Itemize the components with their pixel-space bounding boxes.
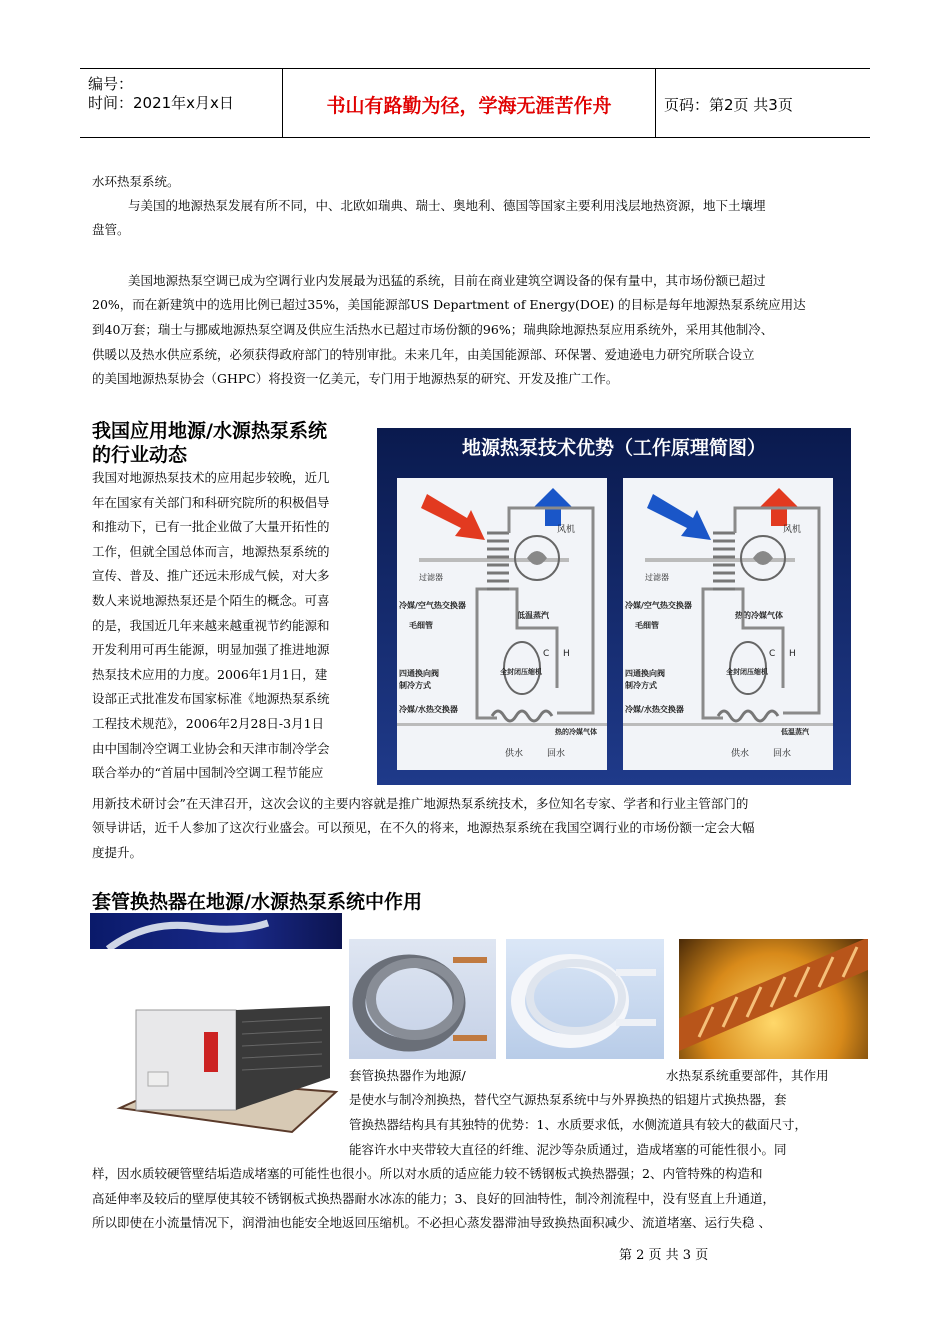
supply-label: 供水 xyxy=(731,749,750,759)
cooling-mode-panel xyxy=(397,478,607,770)
copper-fitting xyxy=(453,1035,487,1041)
paragraph-line: 度提升。 xyxy=(92,845,143,860)
paragraph-line: 20%，而在新建筑中的选用比例已超过35%，美国能源部US Department of Energy(DOE) 的目标是每年地源热泵系统应用达 xyxy=(92,297,806,312)
document-time-label: 时间：2021年x月x日 xyxy=(88,94,234,112)
coaxial-coil-gray-svg xyxy=(349,939,496,1059)
twisted-tube-photo xyxy=(679,939,868,1059)
page-header xyxy=(80,68,870,138)
vapor-label: 低温蒸汽 xyxy=(781,728,809,736)
column-line: 的是，我国近几年来越来越重视节约能源和 xyxy=(92,617,330,633)
column-line: 数人来说地源热泵还是个陌生的概念。可喜 xyxy=(92,593,330,608)
capillary-label: 毛细管 xyxy=(409,621,433,630)
section-heading: 的行业动态 xyxy=(92,444,188,466)
capillary-label: 毛细管 xyxy=(635,621,659,630)
tube-end xyxy=(616,1019,656,1026)
unit-red-label xyxy=(204,1032,218,1072)
column-line: 年在国家有关部门和科研究院所的积极倡导 xyxy=(92,494,330,510)
paragraph-line: 套管换热器作为地源/ xyxy=(349,1068,466,1083)
fan-coil-unit-photo xyxy=(112,992,340,1142)
compressor-label: 全封闭压缩机 xyxy=(726,668,768,676)
valve-c-label: C xyxy=(769,649,776,659)
valve-mode-label: 制冷方式 xyxy=(399,681,431,690)
valve-h-label: H xyxy=(789,649,796,659)
tube-end xyxy=(616,969,656,976)
column-line: 设部正式批准发布国家标准《地源热泵系统 xyxy=(92,691,330,707)
paragraph-line: 到40万套；瑞士与挪威地源热泵空调及供应生活热水已超过市场份额的96%；瑞典除地源热泵应用系统外，采用其他制冷、 xyxy=(92,322,774,337)
compressor-label: 全封闭压缩机 xyxy=(500,668,542,676)
vapor-label: 低温蒸汽 xyxy=(517,611,549,620)
cabinet-base xyxy=(397,723,607,726)
heat-pump-diagram-svg xyxy=(377,428,851,785)
tube-shape xyxy=(108,923,268,949)
column-line: 我国对地源热泵技术的应用起步较晚，近几 xyxy=(92,470,330,485)
paragraph-line: 领导讲话，近千人参加了这次行业盛会。可以预见，在不久的将来，地源热泵系统在我国空调行业的市场份额一定会大幅 xyxy=(92,820,755,835)
column-line: 联合举办的“首届中国制冷空调工程节能应 xyxy=(92,765,324,781)
cabinet-base xyxy=(623,723,833,726)
paragraph-line: 管换热器结构具有其独特的优势：1、水质要求低，水侧流道具有较大的截面尺寸， xyxy=(349,1117,807,1132)
copper-fitting xyxy=(453,957,487,963)
tube-photo-banner-svg xyxy=(90,913,342,949)
valve-label: 四通换向阀 xyxy=(625,669,665,678)
paragraph-line: 是使水与制冷剂换热，替代空气源热泵系统中与外界换热的铝翅片式换热器，套 xyxy=(349,1092,787,1107)
section-heading: 套管换热器在地源/水源热泵系统中作用 xyxy=(92,891,422,913)
column-line: 工作，但就全国总体而言，地源热泵系统的 xyxy=(92,543,330,559)
coaxial-coil-white-photo xyxy=(506,939,664,1059)
twisted-tube-svg xyxy=(679,939,868,1059)
heating-mode-panel xyxy=(623,478,833,770)
diagram-title: 地源热泵技术优势（工作原理简图） xyxy=(461,437,767,459)
paragraph-line: 高延伸率及较后的壁厚使其较不锈钢板式换热器耐水冰冻的能力；3、良好的回油特性，制冷剂流程中，没有竖直上升通道， xyxy=(92,1191,775,1206)
water-hx-label: 冷媒/水热交换器 xyxy=(399,705,458,714)
column-line: 热泵技术应用的力度。2006年1月1日，建 xyxy=(92,666,328,682)
valve-mode-label: 制冷方式 xyxy=(625,681,657,690)
coaxial-coil-gray-photo xyxy=(349,939,496,1059)
return-label: 回水 xyxy=(773,749,792,759)
paragraph-line: 所以即使在小流量情况下，润滑油也能安全地返回压缩机。不必担心蒸发器滞油导致换热面积减少、流道堵塞、运行失稳 、 xyxy=(92,1215,771,1230)
return-label: 回水 xyxy=(547,749,566,759)
paragraph-line: 美国地源热泵空调已成为空调行业内发展最为迅猛的系统，目前在商业建筑空调设备的保有量中，其市场份额已超过 xyxy=(128,273,766,288)
fan-label: 风机 xyxy=(783,525,802,535)
paragraph-line: 水环热泵系统。 xyxy=(92,174,180,189)
coaxial-coil-white-svg xyxy=(506,939,664,1059)
heat-pump-diagram xyxy=(377,428,851,785)
valve-h-label: H xyxy=(563,649,570,659)
paragraph-line: 的美国地源热泵协会（GHPC）将投资一亿美元，专门用于地源热泵的研究、开发及推广工作。 xyxy=(92,371,619,386)
valve-label: 四通换向阀 xyxy=(399,669,439,678)
paragraph-line: 样，因水质较硬管壁结垢造成堵塞的可能性也很小。所以对水质的适应能力较不锈钢板式换热器强；2、内管特殊的构造和 xyxy=(92,1166,763,1181)
coil-label: 冷媒/空气热交换器 xyxy=(625,601,692,610)
header-motto-cell xyxy=(283,69,656,137)
page-footer: 第 2 页 共 3 页 xyxy=(619,1248,709,1263)
paragraph-line: 能容许水中夹带较大直径的纤维、泥沙等杂质通过，造成堵塞的可能性很小。同 xyxy=(349,1142,787,1157)
tube-photo-banner xyxy=(90,913,342,949)
paragraph-line: 用新技术研讨会”在天津召开，这次会议的主要内容就是推广地源热泵系统技术，多位知名专家、学者和行业主管部门的 xyxy=(92,796,749,811)
coil-ring xyxy=(371,963,459,1035)
column-line: 开发利用可再生能源，明显加强了推进地源 xyxy=(92,642,330,658)
unit-front-panel xyxy=(136,1010,236,1110)
header-page-cell xyxy=(656,69,870,137)
fan-coil-unit-svg xyxy=(112,992,340,1142)
hot-gas-label: 热的冷媒气体 xyxy=(555,728,597,736)
section-heading: 我国应用地源/水源热泵系统 xyxy=(92,420,327,442)
paragraph-line: 水热泵系统重要部件，其作用 xyxy=(666,1068,829,1083)
filter-label: 过滤器 xyxy=(419,573,443,582)
paragraph-line: 与美国的地源热泵发展有所不同，中、北欧如瑞典、瑞士、奥地利、德国等国家主要利用浅层地热资源，地下土壤埋 xyxy=(128,198,766,213)
tube-body xyxy=(679,949,868,1039)
hot-gas-label: 热的冷媒气体 xyxy=(735,611,783,620)
water-hx-label: 冷媒/水热交换器 xyxy=(625,705,684,714)
header-meta-cell xyxy=(80,69,283,137)
filter-label: 过滤器 xyxy=(645,573,669,582)
paragraph-line: 供暖以及热水供应系统，必须获得政府部门的特別审批。未来几年，由美国能源部、环保署、爱迪逊电力研究所联合设立 xyxy=(92,347,755,362)
valve-c-label: C xyxy=(543,649,550,659)
column-line: 由中国制冷空调工业协会和天津市制冷学会 xyxy=(92,740,330,756)
column-line: 工程技术规范》，2006年2月28日-3月1日 xyxy=(92,716,325,731)
unit-sticker xyxy=(148,1072,168,1086)
fan-label: 风机 xyxy=(557,525,576,535)
column-line: 宣传、普及、推广还远未形成气候，对大多 xyxy=(92,568,330,584)
column-line: 和推动下，已有一批企业做了大量开拓性的 xyxy=(92,519,330,535)
header-motto: 书山有路勤为径，学海无涯苦作舟 xyxy=(326,95,612,117)
document-number-label: 编号： xyxy=(88,75,134,93)
coil-label: 冷媒/空气热交换器 xyxy=(399,601,466,610)
coil-ring xyxy=(530,963,622,1031)
paragraph-line: 盘管。 xyxy=(92,222,130,237)
header-page-number: 页码：第2页 共3页 xyxy=(664,96,793,114)
supply-label: 供水 xyxy=(505,749,524,759)
